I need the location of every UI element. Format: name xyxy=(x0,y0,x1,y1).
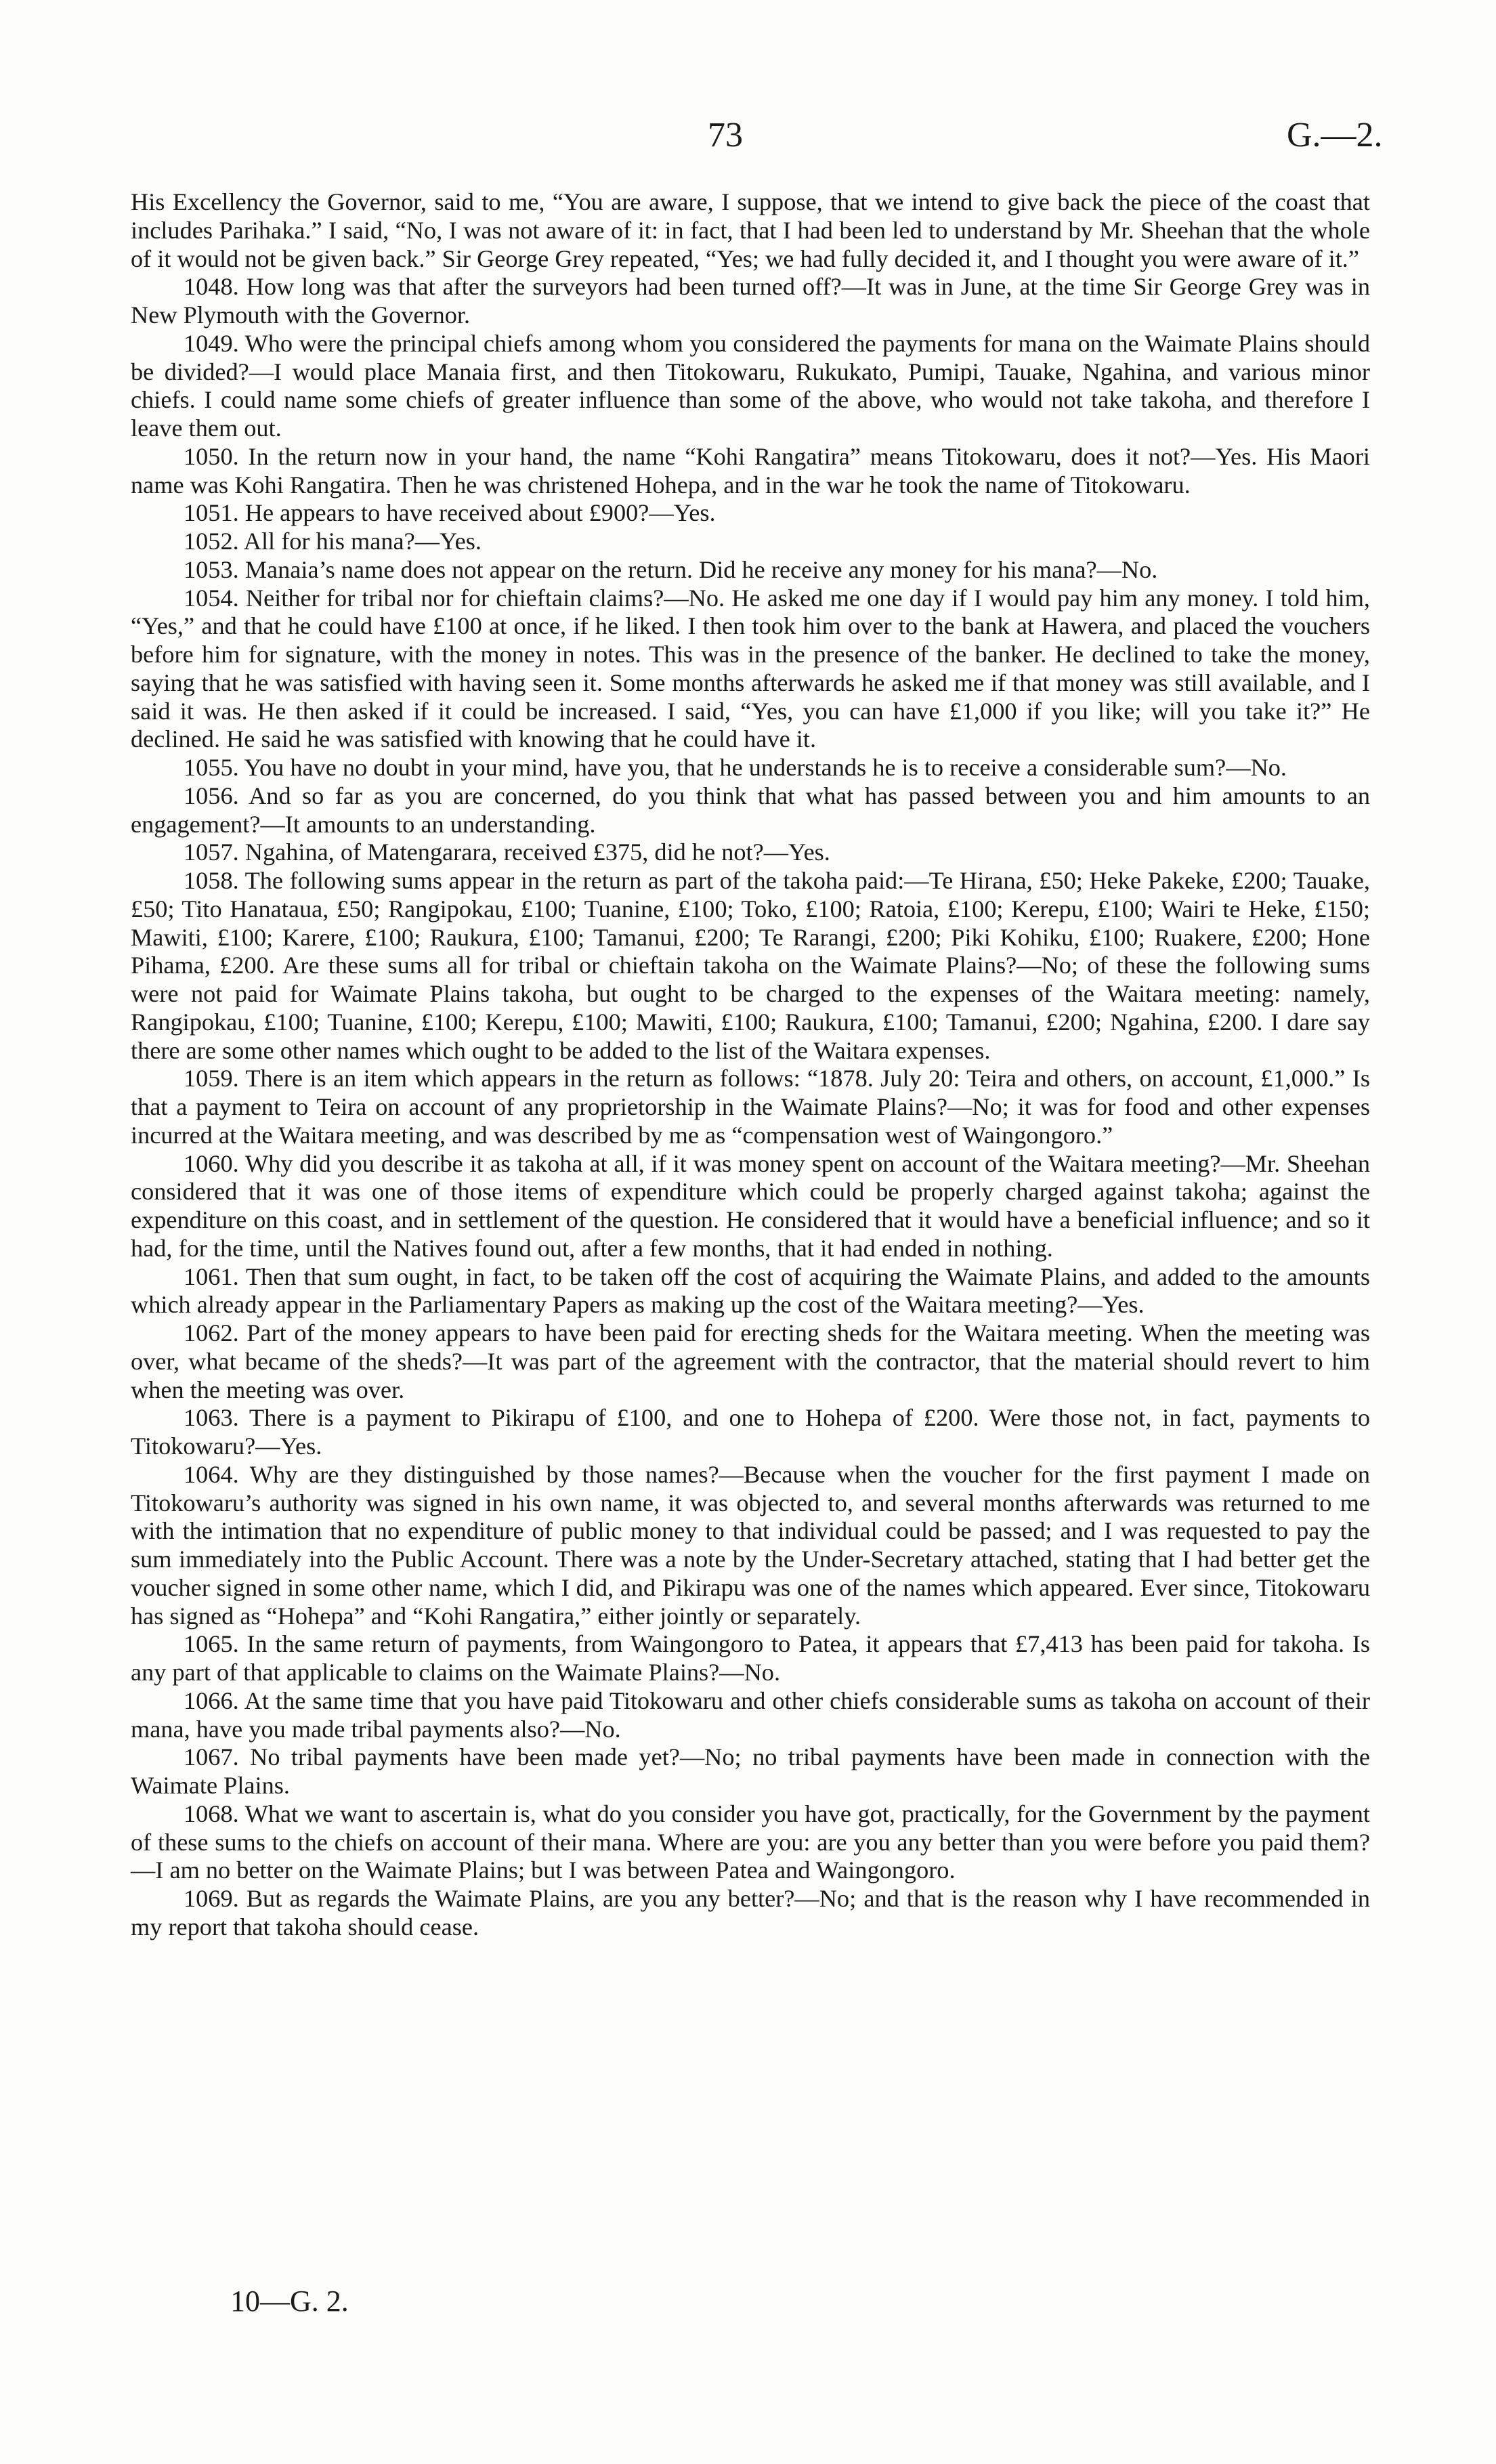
paragraph: 1064. Why are they distinguished by those names?—Because when the voucher for the first payment I made on Titokowaru’s authority was signed in his own name, it was objected to, and several months afterwards was returned to me with the intimation that no expenditure of public money to that individual could be passed; and I was requested to pay the sum immediately into the Public Account. There was a note by the Under-Secretary attached, stating that I had better get the voucher signed in some other name, which I did, and Pikirapu was one of the names which appeared. Ever since, Titokowaru has signed as “Hohepa” and “Kohi Rangatira,” either jointly or separately. xyxy=(131,1460,1370,1630)
paragraph: 1052. All for his mana?—Yes. xyxy=(184,528,482,555)
paragraph: 1059. There is an item which appears in the return as follows: “1878. July 20: Teira and others, on account, £1,000.” Is that a payment to Teira on account of any proprietorship in the Waimate Plains?—No; it was for food and other expenses incurred at the Waitara meeting, and was described by me as “compensation west of Waingongoro.” xyxy=(131,1065,1370,1149)
paragraph: 1065. In the same return of payments, from Waingongoro to Patea, it appears that £7,413 has been paid for takoha. Is any part of that applicable to claims on the Waimate Plains?—No. xyxy=(131,1630,1370,1686)
body-text xyxy=(131,188,1370,1942)
paragraph: 1062. Part of the money appears to have been paid for erecting sheds for the Waitara meeting. When the meeting was over, what became of the sheds?—It was part of the agreement with the contractor, that the material should revert to him when the meeting was over. xyxy=(131,1319,1370,1403)
paragraph: 1061. Then that sum ought, in fact, to be taken off the cost of acquiring the Waimate Plains, and added to the amounts which already appear in the Parliamentary Papers as making up the cost of the Waitara meeting?—Yes. xyxy=(131,1262,1370,1319)
paragraph: 1067. No tribal payments have been made yet?—No; no tribal payments have been made in connection with the Waimate Plains. xyxy=(131,1743,1370,1799)
paragraph: 1066. At the same time that you have paid Titokowaru and other chiefs considerable sums as takoha on account of their mana, have you made tribal payments also?—No. xyxy=(131,1686,1370,1743)
paragraph: 1049. Who were the principal chiefs among whom you considered the payments for mana on the Waimate Plains should be divided?—I would place Manaia first, and then Titokowaru, Rukukato, Pumipi, Tauake, Ngahina, and various minor chiefs. I could name some chiefs of greater influence than some of the above, who would not take takoha, and therefore I leave them out. xyxy=(131,329,1370,442)
signature-mark: 10—G. 2. xyxy=(230,2285,349,2318)
document-reference: G.—2. xyxy=(1287,116,1383,154)
paragraph: 1048. How long was that after the surveyors had been turned off?—It was in June, at the time Sir George Grey was in New Plymouth with the Governor. xyxy=(131,273,1370,328)
paragraph: 1057. Ngahina, of Matengarara, received £375, did he not?—Yes. xyxy=(184,838,830,866)
paragraph: 1068. What we want to ascertain is, what do you consider you have got, practically, for the Government by the payment of these sums to the chiefs on account of their mana. Where are you: are you any better than you were before you paid them?—I am no better on the Waimate Plains; but I was between Patea and Waingongoro. xyxy=(131,1800,1370,1884)
paragraph: 1051. He appears to have received about £900?—Yes. xyxy=(184,499,716,527)
paragraph: His Excellency the Governor, said to me, “You are aware, I suppose, that we intend to give back the piece of the coast that includes Parihaka.” I said, “No, I was not aware of it: in fact, that I had been led to understand by Mr. Sheehan that the whole of it would not be given back.” Sir George Grey repeated, “Yes; we had fully decided it, and I thought you were aware of it.” xyxy=(131,188,1370,272)
paragraph: 1055. You have no doubt in your mind, have you, that he understands he is to receive a considerable sum?—No. xyxy=(184,754,1287,781)
paragraph: 1054. Neither for tribal nor for chieftain claims?—No. He asked me one day if I would pay him any money. I told him, “Yes,” and that he could have £100 at once, if he liked. I then took him over to the bank at Hawera, and placed the vouchers before him for signature, with the money in notes. This was in the presence of the banker. He declined to take the money, saying that he was satisfied with having seen it. Some months afterwards he asked me if that money was still available, and I said it was. He then asked if it could be increased. I said, “Yes, you can have £1,000 if you like; will you take it?” He declined. He said he was satisfied with knowing that he could have it. xyxy=(131,584,1370,753)
page-number: 73 xyxy=(708,116,743,154)
paragraph: 1056. And so far as you are concerned, do you think that what has passed between you and him amounts to an engagement?—It amounts to an understanding. xyxy=(131,782,1370,838)
paragraph: 1060. Why did you describe it as takoha at all, if it was money spent on account of the Waitara meeting?—Mr. Sheehan considered that it was one of those items of expenditure which could be properly charged against takoha; against the expenditure on this coast, and in settlement of the question. He considered that it would have a beneficial influence; and so it had, for the time, until the Natives found out, after a few months, that it had ended in nothing. xyxy=(131,1149,1370,1262)
paragraph: 1050. In the return now in your hand, the name “Kohi Rangatira” means Titokowaru, does it not?—Yes. His Maori name was Kohi Rangatira. Then he was christened Hohepa, and in the war he took the name of Titokowaru. xyxy=(131,442,1370,498)
paragraph: 1053. Manaia’s name does not appear on the return. Did he receive any money for his mana?—No. xyxy=(184,555,1158,583)
paragraph: 1058. The following sums appear in the return as part of the takoha paid:—Te Hirana, £50; Heke Pakeke, £200; Tauake, £50; Tito Hanataua, £50; Rangipokau, £100; Tuanine, £100; Toko, £100; Ratoia, £100; Kerepu, £100; Wairi te Heke, £150; Mawiti, £100; Karere, £100; Raukura, £100; Tamanui, £200; Te Rarangi, £200; Piki Kohiku, £100; Ruakere, £200; Hone Pihama, £200. Are these sums all for tribal or chieftain takoha on the Waimate Plains?—No; of these the following sums were not paid for Waimate Plains takoha, but ought to be charged to the expenses of the Waitara meeting: namely, Rangipokau, £100; Tuanine, £100; Kerepu, £100; Mawiti, £100; Raukura, £100; Tamanui, £200; Ngahina, £200. I dare say there are some other names which ought to be added to the list of the Waitara expenses. xyxy=(131,867,1370,1064)
paragraph: 1069. But as regards the Waimate Plains, are you any better?—No; and that is the reason why I have recommended in my report that takoha should cease. xyxy=(131,1885,1370,1940)
paragraph: 1063. There is a payment to Pikirapu of £100, and one to Hohepa of £200. Were those not, in fact, payments to Titokowaru?—Yes. xyxy=(131,1404,1370,1460)
